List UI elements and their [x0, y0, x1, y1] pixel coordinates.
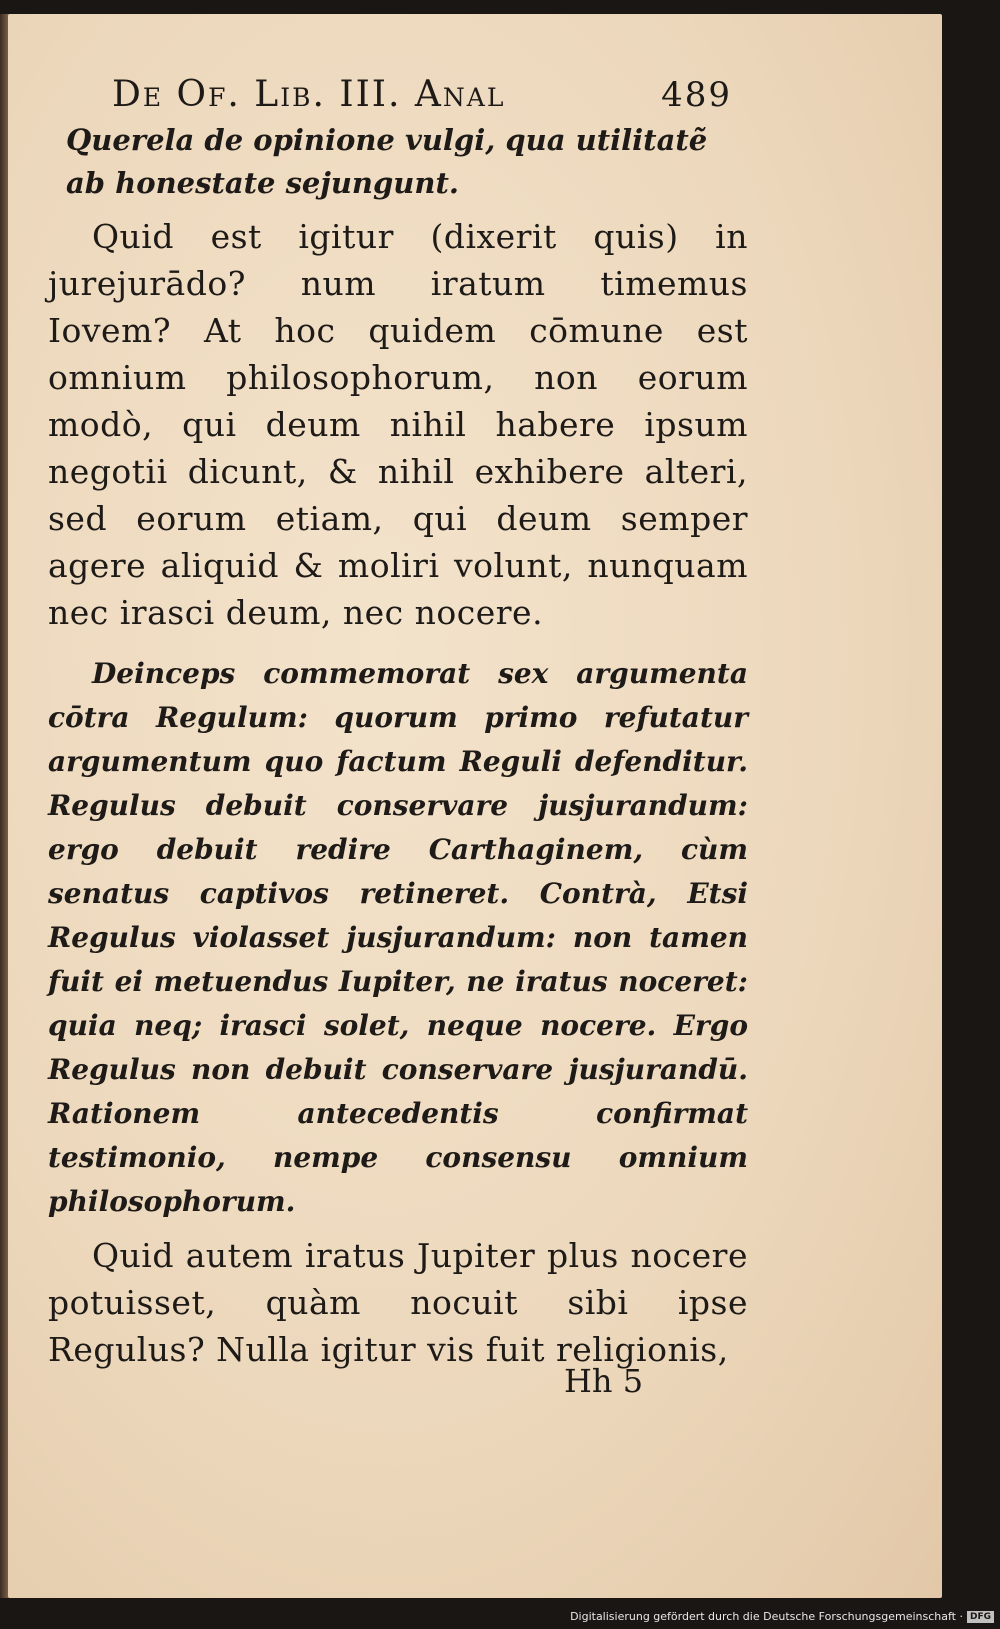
section-heading: Querela de opinione vulgi, qua utilitatẽ ab honestate sejungunt.: [66, 123, 708, 200]
italic-commentary-paragraph: Deinceps commemorat sex argumenta cōtra Regulum: quorum primo refutatur argumentum quo factum Reguli defenditur. Regulus debuit conservare jusjurandum: ergo debuit redire Carthaginem, cùm senatus captivos retineret. Contrà, Etsi Regulus violasset jusjurandum: non tamen fuit ei metuendus Iupiter, ne iratus noceret: quia neq; irasci solet, neque nocere. Ergo Regulus non debuit conservare jusjurandū. Rationem antecedentis confirmat testimonio, nempe consensu omnium philosophorum.: [48, 657, 748, 1218]
footer-text: Digitalisierung gefördert durch die Deutsche Forschungsgemeinschaft ·: [570, 1610, 963, 1623]
signature-mark: Hh 5: [564, 1362, 644, 1400]
digitization-footer: [570, 1610, 994, 1623]
running-head: [112, 74, 732, 115]
page-number: 489: [661, 75, 732, 115]
running-head-title: De Of. Lib. III. Anal: [112, 74, 506, 115]
dfg-logo-icon: DFG: [967, 1611, 994, 1623]
paragraph-1: Quid est igitur (dixerit quis) in jurejurādo? num iratum timemus Iovem? At hoc quidem cōmune est omnium philosophorum, non eorum modò, qui deum nihil habere ipsum negotii dicunt, & nihil exhibere alteri, sed eorum etiam, qui deum semper agere aliquid & moliri volunt, nunquam nec irasci deum, nec nocere.: [48, 217, 748, 632]
book-page: [8, 14, 942, 1598]
text-block: [48, 74, 748, 1373]
paragraph-2: Quid autem iratus Jupiter plus nocere potuisset, quàm nocuit sibi ipse Regulus? Nulla igitur vis fuit religionis,: [48, 1236, 748, 1369]
